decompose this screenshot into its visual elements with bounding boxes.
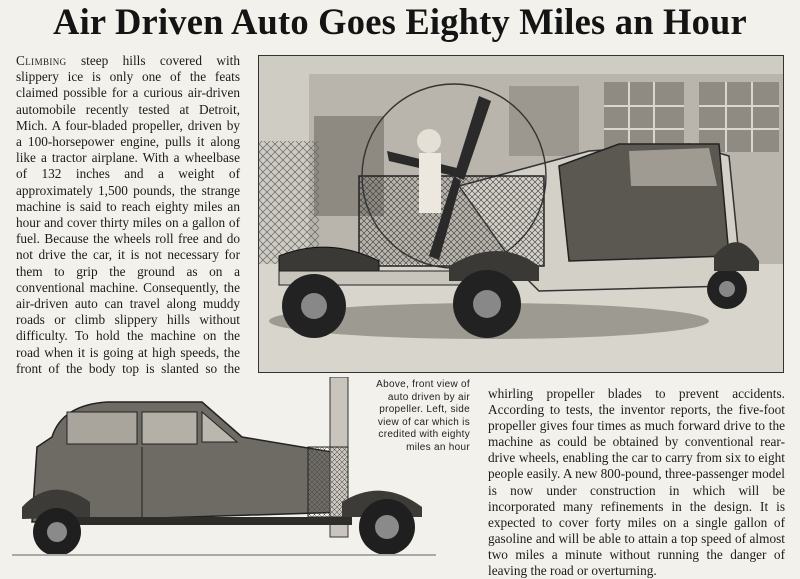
- side-view-photo: [12, 377, 436, 559]
- article-body-left: [16, 53, 240, 426]
- front-view-photo: [258, 55, 784, 373]
- article-body-right: whirling propeller blades to prevent accidents. According to tests, the inventor reports, the five-foot propeller gives four times as much forward drive to the machine as could be obtained by conventional rear-drive wheels, enabling the car to carry from six to eight people easily. A new 800-pound, three-passenger model is now under construction in which will be incorporated many refinements in the design. It is expected to cover forty miles on a single gallon of gasoline and will be able to attain a top speed of almost two miles a minute without running the danger of leaving the road or overturning.: [488, 386, 785, 579]
- lead-in: Climbing: [16, 53, 67, 68]
- body-left-text: steep hills covered with slippery ice is only one of the feats claimed possible for a curious air-driven automobile recently tested at Detroit, Mich. A four-bladed propeller, driven by a 100-horsepower engine, pulls it along like a tractor airplane. With a wheelbase of 132 inches and a weight of approximately 1,500 pounds, the strange machine is said to reach eighty miles an hour and cover thirty miles on a gallon of fuel. Because the wheels roll free and do not drive the car, it is not necessary for them to grip the ground as on a conventional machine. Consequently, the air-driven auto can travel along muddy roads or climb slippery hills without difficulty. To hold the machine on the road when it is going at high speeds, the front of the body top is slanted so the: [16, 53, 240, 376]
- photo-caption: Above, front view of auto driven by air propeller. Left, side view of car which is credited with eighty miles an hour: [376, 379, 470, 453]
- article-headline: Air Driven Auto Goes Eighty Miles an Hour: [53, 1, 747, 42]
